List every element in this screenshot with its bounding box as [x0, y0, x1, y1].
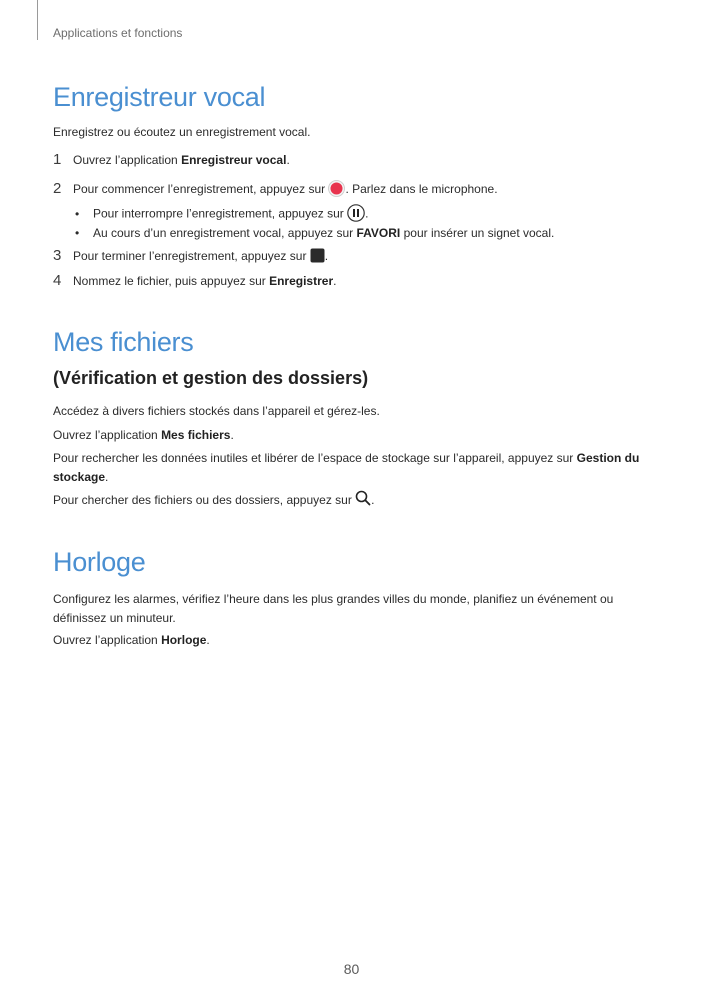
clock-intro: Configurez les alarmes, vérifiez l’heure dans les plus grandes villes du monde, planifiez un événement ou définissez un minuteur.: [53, 592, 614, 625]
voice-recorder-title: Enregistreur vocal: [53, 82, 266, 112]
clock-title: Horloge: [53, 547, 146, 577]
step-number: 3: [53, 247, 62, 264]
step-2: 2 Pour commencer l’enregistrement, appuyez sur . Parlez dans le microphone.: [53, 180, 498, 200]
record-icon: [328, 180, 345, 200]
bullet-dot: •: [75, 226, 80, 240]
step-number: 2: [53, 180, 62, 198]
step-4: 4 Nommez le fichier, puis appuyez sur Enregistrer.: [53, 272, 337, 289]
bullet-pause: • Pour interrompre l’enregistrement, appuyez sur .: [75, 204, 368, 225]
bullet-dot: •: [75, 206, 80, 221]
running-header: Applications et fonctions: [53, 26, 183, 40]
clock-open: Ouvrez l’application Horloge.: [53, 633, 210, 647]
margin-rule: [37, 0, 38, 40]
my-files-storage: Pour rechercher les données inutiles et libérer de l’espace de stockage sur l’appareil, appuyez sur Gestion du stockage.: [53, 451, 640, 484]
step-number: 1: [53, 151, 62, 168]
my-files-open: Ouvrez l’application Mes fichiers.: [53, 428, 234, 442]
my-files-subtitle: (Vérification et gestion des dossiers): [53, 368, 369, 388]
stop-icon: [310, 248, 325, 266]
step-3: 3 Pour terminer l’enregistrement, appuyez sur .: [53, 247, 329, 264]
my-files-title: Mes fichiers: [53, 327, 194, 357]
bullet-bookmark: • Au cours d’un enregistrement vocal, appuyez sur FAVORI pour insérer un signet vocal.: [75, 226, 555, 240]
step-1: 1 Ouvrez l’application Enregistreur vocal.: [53, 151, 290, 168]
my-files-intro: Accédez à divers fichiers stockés dans l’appareil et gérez-les.: [53, 404, 380, 418]
step-number: 4: [53, 272, 62, 289]
my-files-search: Pour chercher des fichiers ou des dossiers, appuyez sur .: [53, 490, 653, 512]
voice-recorder-intro: Enregistrez ou écoutez un enregistrement vocal.: [53, 125, 311, 139]
search-icon: [355, 490, 371, 512]
page-number: 80: [343, 961, 360, 977]
pause-icon: [347, 204, 365, 225]
